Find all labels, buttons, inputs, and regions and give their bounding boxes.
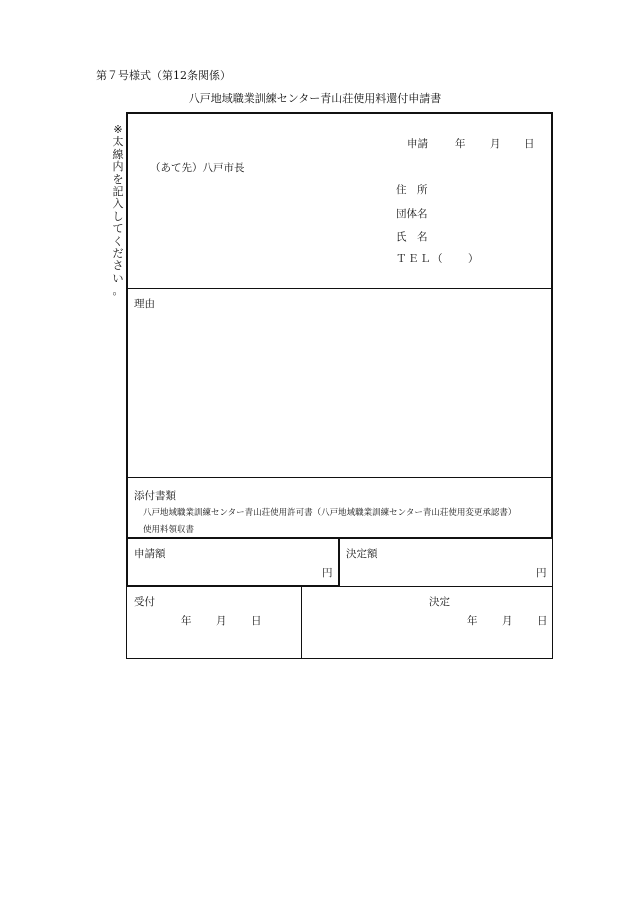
addressee: （あて先）八戸市長	[150, 162, 245, 174]
office-left-border	[126, 586, 127, 659]
application-year-label: 年	[455, 138, 466, 150]
reason-label: 理由	[134, 298, 155, 310]
group-name-label: 団体名	[396, 208, 428, 220]
side-note: ※ 太 線 内 を 記 入 し て く だ さ い 。	[112, 123, 124, 298]
decision-year-label: 年	[467, 615, 478, 627]
decision-month-label: 月	[502, 615, 513, 627]
received-year-label: 年	[181, 615, 192, 627]
application-month-label: 月	[490, 138, 501, 150]
attachment-item-receipt: 使用料領収書	[143, 525, 195, 535]
attachment-item-permit: 八戸地域職業訓練センター青山荘使用許可書（八戸地域職業訓練センター青山荘使用変更承認書）	[143, 508, 517, 518]
divider-reason	[126, 288, 553, 289]
decision-day-label: 日	[537, 615, 548, 627]
received-month-label: 月	[216, 615, 227, 627]
tel-label: ＴＥＬ（ ）	[396, 253, 480, 265]
attachments-label: 添付書類	[134, 490, 176, 502]
application-date-label: 申請	[407, 138, 428, 150]
amount-bottom-bold	[126, 585, 340, 587]
decided-yen-label: 円	[536, 567, 547, 579]
received-day-label: 日	[251, 615, 262, 627]
box-right-border	[551, 112, 553, 538]
requested-amount-label: 申請額	[134, 548, 166, 560]
form-number: 第７号様式（第12条関係）	[96, 69, 231, 82]
name-label: 氏 名	[396, 231, 428, 243]
decided-amount-label: 決定額	[346, 548, 378, 560]
decided-bottom-border	[339, 586, 553, 587]
address-label: 住 所	[396, 184, 428, 196]
received-label: 受付	[134, 596, 155, 608]
office-bottom-border	[126, 658, 553, 659]
form-title: 八戸地域職業訓練センター青山荘使用料還付申請書	[188, 92, 442, 105]
decision-label: 決定	[429, 596, 450, 608]
application-day-label: 日	[524, 138, 535, 150]
office-mid-border	[301, 586, 302, 659]
office-right-border	[552, 538, 553, 659]
box-left-border	[126, 112, 128, 586]
box-top-border	[126, 112, 553, 114]
requested-yen-label: 円	[322, 567, 333, 579]
amount-divider-bold	[338, 537, 340, 586]
divider-attachments	[126, 477, 553, 478]
